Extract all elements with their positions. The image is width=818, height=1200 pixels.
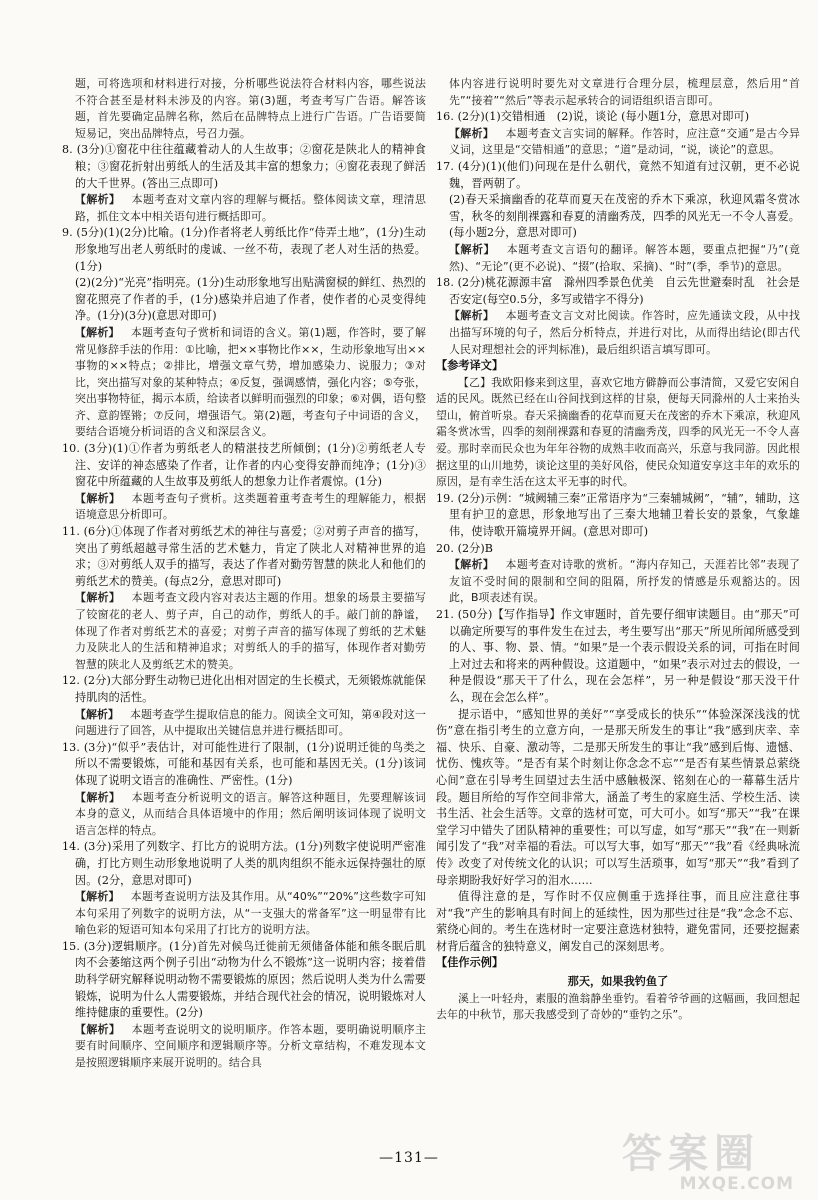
analysis-tag: 【解析】 <box>75 707 120 721</box>
answer-paragraph <box>436 242 800 275</box>
answer-paragraph <box>62 524 426 590</box>
right-column <box>436 76 800 1024</box>
answer-paragraph <box>62 889 426 939</box>
answer-paragraph <box>62 790 426 840</box>
answer-paragraph <box>436 955 800 972</box>
answer-paragraph <box>436 159 800 192</box>
answer-paragraph <box>436 126 800 159</box>
answer-paragraph <box>436 375 800 491</box>
paragraph-text: 本题考查说明方法及其作用。从“40%”“20%”这些数字可知本句采用了列数字的说明方法，从“一支强大的常备军”这一明显带有比喻色彩的短语可知本句采用了打比方的说明方法。 <box>75 890 426 937</box>
answer-paragraph <box>436 76 800 109</box>
paragraph-text: 提示语中，“感知世界的美好”“享受成长的快乐”“体验深深浅浅的忧伤”意在指引考生的立意方向，一是那天所发生的事让“我”感到庆幸、幸福、快乐、自豪、激动等，二是那天所发生的事让“我”感到后悔、遗憾、忧伤、愧疚等。“是否有某个时刻让你念念不忘”“是否有某些情景总萦绕心间”意在引导考生回望过去生活中感触极深、铭刻在心的一幕幕生活片段。题目所给的写作空间非常大，涵盖了考生的家庭生活、学校生活、读书生活、社会生活等。文章的选材可宽，可大可小。如写“那天”“我”在课堂学习中错失了团队精神的重要性；可以写虚，如写“那天”“我”在一则新闻引发了“我”对幸福的看法。可以写大事，如写“那天”“我”看《经典咏流传》改变了对传统文化的认识；可以写生活琐事，如写“那天”“我”看到了母亲期盼我好好学习的泪水…… <box>436 707 800 887</box>
paragraph-text: 溪上一叶轻舟，素服的渔翁静坐垂钓。看着爷爷画的这幅画，我回想起去年的中秋节，那天我感受到了奇妙的“垂钓之乐”。 <box>436 991 800 1022</box>
paragraph-text: 体内容进行说明时要先对文章进行合理分层，梳理层意，然后用“首先”“接着”“然后”等表示起承转合的词语组织语言即可。 <box>449 77 800 107</box>
paragraph-text: 【乙】我欧阳修来到这里，喜欢它地方僻静而公事清简，又爱它安闲自适的民风。既然已经在山谷间找到这样的甘泉，便每天同滁州的人士来抬头望山，俯首听泉。春天采摘幽香的花草而夏天在茂密的乔木下乘凉，秋迎风霜冬赏冰雪，四季的刻削裸露和春夏的清幽秀茂，四季的风光无一不令人喜爱。那时幸而民众也为年年谷物的成熟丰收而高兴，乐意与我同游。因此根据这里的山川地势，谈论这里的美好风俗，使民众知道安享这丰年的欢乐的原因，是有幸生活在这太平无事的时代。 <box>436 375 800 489</box>
answer-paragraph <box>436 491 800 541</box>
paragraph-text: 本题考查分析说明文的语言。解答这种题目，先要理解该词本身的意义，从而结合具体语境中的作用；然后阐明该词体现了说明文语言怎样的特点。 <box>75 790 426 837</box>
answer-paragraph <box>62 740 426 790</box>
paragraph-text: 值得注意的是，写作时不仅应侧重于选择往事，而且应注意往事对“我”产生的影响具有时间上的延续性，因为那些过往是“我”念念不忘、萦绕心间的。考生在选材时一定要注意选材独特，避免雷同，还要挖掘素材背后蕴含的独特意义，阐发自己的深刻思考。 <box>436 890 800 953</box>
analysis-tag: 【解析】 <box>75 193 121 207</box>
answer-paragraph <box>62 76 426 142</box>
watermark-url: MXQE.COM <box>679 1174 794 1194</box>
answer-paragraph <box>436 192 800 242</box>
answer-paragraph <box>62 192 426 225</box>
paragraph-text: (2)(2分)“光亮”指明亮。(1分)生动形象地写出贴满窗棂的鲜红、热烈的窗花照亮了作者的手，(1分)感染并启迪了作者，使作者的心灵变得纯净。(1分)(3分)(意思对即可) <box>75 276 426 323</box>
paragraph-text: 本题考查学生提取信息的能力。阅读全文可知，第④段对这一问题进行了回答，从中提取出关键信息并进行概括即可。 <box>75 707 426 738</box>
answer-paragraph <box>62 939 426 1022</box>
analysis-tag: 【解析】 <box>449 309 495 323</box>
paragraph-text: 本题考查文言实词的解释。作答时，应注意“交通”是古今异义词，这里是“交错相通”的意思；“道”是动词，“说，谈论”的意思。 <box>449 126 800 157</box>
paragraph-text: 16. (2分)(1)交错相通 (2)说，谈论 (每小题1分，意思对即可) <box>436 110 750 124</box>
paragraph-text: 10. (3分)(1)①作者为剪纸老人的精湛技艺所倾倒；(1分)②剪纸老人专注、安详的神态感染了作者，让作者的内心变得安静而纯净；(1分)③窗花中所蕴藏的人生故事及剪纸人的想象力让作者震惊。(1分) <box>62 442 426 489</box>
answer-paragraph <box>436 889 800 955</box>
paragraph-text: 12. (2分)大部分野生动物已进化出相对固定的生长模式，无须锻炼就能保持肌肉的活性。 <box>62 674 426 704</box>
answer-paragraph <box>436 308 800 358</box>
paragraph-text: 本题考查文言文对比阅读。作答时，应先通读文段，从中找出描写环境的句子，然后分析特点，并进行对比，从而得出结论(即古代人民对理想社会的评判标准)，最后组织语言填写即可。 <box>449 309 800 356</box>
answer-paragraph <box>62 142 426 192</box>
answer-paragraph <box>436 557 800 607</box>
answer-paragraph <box>436 607 800 707</box>
answer-paragraph <box>436 109 800 126</box>
paragraph-text: 20. (2分)B <box>436 541 494 555</box>
paragraph-text: 9. (5分)(1)(2分)比喻。(1分)作者将老人剪纸比作“侍弄土地”，(1分)生动形象地写出老人剪纸时的虔诚、一丝不苟，表现了老人对生活的热爱。(1分) <box>62 226 426 273</box>
analysis-tag: 【解析】 <box>449 242 496 256</box>
paragraph-text: 19. (2分)示例：“城阙辅三秦”正常语序为“三秦辅城阙”，“辅”，辅助，这里有护卫的意思，形象地写出了三秦大地辅卫着长安的景象，气象雄伟，使诗歌开篇境界开阔。(意思对即可) <box>436 491 800 539</box>
paragraph-text: (2)春天采摘幽香的花草而夏天在茂密的乔木下乘凉，秋迎风霜冬赏冰雪，秋冬的刻削裸露和春夏的清幽秀茂，四季的风光无一不令人喜爱。(每小题2分，意思对即可) <box>449 193 800 240</box>
paragraph-text: 【参考译文】 <box>436 359 504 373</box>
answer-paragraph <box>62 441 426 491</box>
paragraph-text: 18. (2分)桃花源源丰富 滁州四季景色优美 自云先世避秦时乱 社会是否安定(每空0.5分，多写或错字不得分) <box>436 276 800 306</box>
paragraph-text: 本题考查对诗歌的赏析。“海内存知己，天涯若比邻”表现了友谊不受时间的限制和空间的阻隔，所抒发的情感是乐观豁达的。因此，B项表述有误。 <box>449 558 800 605</box>
paragraph-text: 14. (3分)采用了列数字、打比方的说明方法。(1分)列数字使说明严密准确，打比方则生动形象地说明了人类的肌肉组织不能永远保持强壮的原因。(2分，意思对即可) <box>62 840 426 887</box>
left-column <box>62 76 426 1072</box>
watermark-text: 答案圈 <box>622 1131 760 1177</box>
analysis-tag: 【解析】 <box>449 558 495 572</box>
paragraph-text: 本题考查句子赏析和词语的含义。第(1)题，作答时，要了解常见修辞手法的作用：①比喻，把××事物比作××，生动形象地写出××事物的××特点；②排比，增强文章气势，增加感染力、说服力；③对比，突出描写对象的某种特点；④反复，强调感情，强化内容；⑤夸张，突出事物特征，揭示本质，给读者以鲜明而强烈的印象；⑥对偶，语句整齐、意韵铿锵；⑦反问，增强语气。第(2)题，考查句子中词语的含义，要结合语境分析词语的含义和深层含义。 <box>75 325 426 439</box>
answer-paragraph <box>62 491 426 524</box>
paragraph-text: 本题考查文段内容对表达主题的作用。想象的场景主要描写了铰窗花的老人、剪子声，自己的动作，剪纸人的手。敲门前的静谧，体现了作者对剪纸艺术的喜爱；对剪子声音的描写体现了剪纸的艺术魅力及陕北人的生活和精神追求；对剪纸人的手的描写，体现作者对勤劳智慧的陕北人及剪纸艺术的赞美。 <box>75 591 426 671</box>
paragraph-text: 本题考查文言语句的翻译。解答本题，要重点把握“乃”(竟然)、“无论”(更不必说)、“掇”(拾取、采摘)、“时”(季，季节)的意思。 <box>449 242 800 273</box>
answer-paragraph <box>62 325 426 441</box>
paragraph-text: 本题考查对文章内容的理解与概括。整体阅读文章，理清思路，抓住文本中相关语句进行概括即可。 <box>75 193 426 223</box>
answer-paragraph <box>436 991 800 1024</box>
paragraph-text: 17. (4分)(1)(他们)问现在是什么朝代，竟然不知道有过汉朝，更不必说魏，晋两朝了。 <box>436 159 800 190</box>
answer-paragraph <box>62 707 426 740</box>
answer-paragraph <box>62 275 426 325</box>
analysis-tag: 【解析】 <box>75 591 121 605</box>
answer-paragraph <box>62 1022 426 1072</box>
answer-paragraph <box>62 590 426 673</box>
paragraph-text: 8. (3分)①窗花中往往蕴藏着动人的人生故事；②窗花是陕北人的精神食粮；③窗花折射出剪纸人的生活及其丰富的想象力；④窗花表现了鲜活的大千世界。(答出三点即可) <box>62 143 426 190</box>
paragraph-text: 那天，如果我钓鱼了 <box>567 975 669 989</box>
analysis-tag: 【解析】 <box>75 1022 121 1036</box>
paragraph-text: 【佳作示例】 <box>436 956 504 970</box>
paragraph-text: 15. (3分)逻辑顺序。(1分)首先对候鸟迁徙前无须储备体能和熊冬眠后肌肉不会萎缩这两个例子引出“动物为什么不锻炼”这一说明内容；接着借助科学研究解释说明动物不需要锻炼的原因；然后说明人类为什么需要锻炼，说明为什么人需要锻炼，并结合现代社会的情况，说明锻炼对人维持健康的重要性。(2分) <box>62 939 426 1020</box>
analysis-tag: 【解析】 <box>75 325 120 339</box>
analysis-tag: 【解析】 <box>75 491 121 505</box>
answer-paragraph <box>436 541 800 558</box>
paragraph-text: 11. (6分)①体现了作者对剪纸艺术的神往与喜爱；②对剪子声音的描写，突出了剪纸超越寻常生活的艺术魅力，肯定了陕北人对精神世界的追求；③对剪纸人双手的描写，表达了作者对勤劳智慧的陕北人和他们的剪纸艺术的赞美。(每点2分，意思对即可) <box>62 525 426 588</box>
answer-paragraph <box>436 707 800 890</box>
paragraph-text: 21. (50分)【写作指导】作文审题时，首先要仔细审读题目。由“那天”可以确定所要写的事件发生在过去，考生要写出“那天”所见所闻所感受到的人、事、物、景、情。“如果”是一个表示假设关系的词，可指在时间上对过去和将来的两种假设。这道题中，“如果”表示对过去的假设，一种是假设“那天干了什么，现在会怎样”，另一种是假设“那天没干什么，现在会怎么样”。 <box>436 608 800 704</box>
page-number: —131— <box>379 1150 439 1166</box>
answer-paragraph <box>62 225 426 275</box>
paragraph-text: 13. (3分)“似乎”表估计，对可能性进行了限制，(1分)说明迁徙的鸟类之所以不需要锻炼，可能和基因有关系，也可能和基因无关。(1分)该词体现了说明文语言的准确性、严密性。(1分) <box>62 740 426 787</box>
analysis-tag: 【解析】 <box>75 790 121 804</box>
answer-paragraph <box>436 358 800 375</box>
paragraph-text: 本题考查句子赏析。这类题着重考查考生的理解能力，根据语境意思分析即可。 <box>75 491 426 522</box>
paragraph-text: 题，可将选项和材料进行对接，分析哪些说法符合材料内容，哪些说法不符合甚至是材料未涉及的内容。第(3)题，考查考写广告语。解答该题，首先要确定品牌名称，然后在品牌特点上进行广告语。广告语要简短易记，突出品牌特点，号召力强。 <box>75 77 426 140</box>
answer-paragraph <box>62 839 426 889</box>
analysis-tag: 【解析】 <box>449 126 495 140</box>
paragraph-text: 本题考查说明文的说明顺序。作答本题，要明确说明顺序主要有时间顺序、空间顺序和逻辑顺序等。分析文章结构，不难发现本文是按照逻辑顺序来展开说明的。结合具 <box>75 1022 426 1070</box>
answer-paragraph <box>436 275 800 308</box>
answer-paragraph <box>62 673 426 706</box>
analysis-tag: 【解析】 <box>75 890 120 904</box>
answer-paragraph <box>436 974 800 991</box>
